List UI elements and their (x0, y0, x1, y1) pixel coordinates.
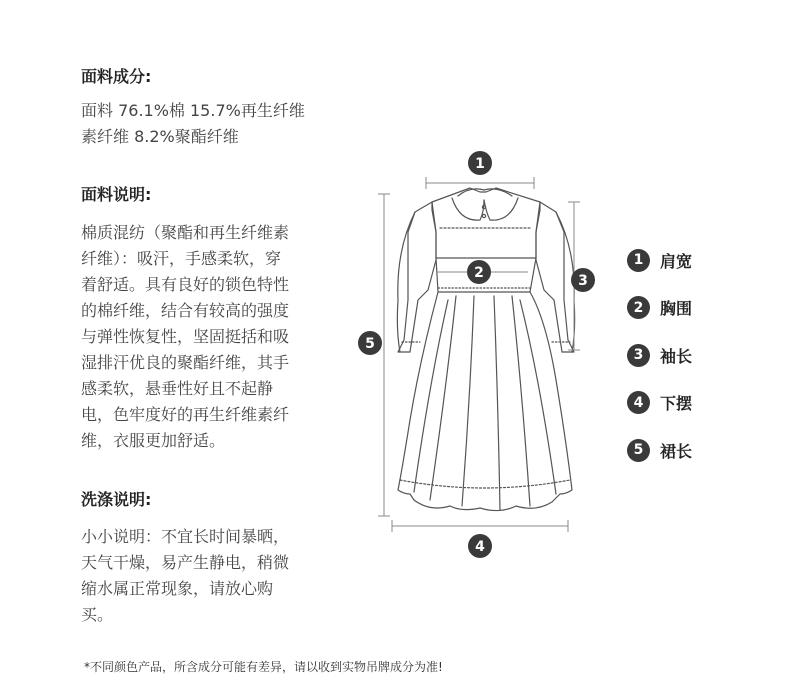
fabric-description-heading: 面料说明: (81, 185, 152, 204)
legend-label: 肩宽 (660, 251, 693, 271)
marker-number: 2 (474, 265, 484, 281)
legend-label: 胸围 (660, 299, 693, 318)
fabric-description-line: 纤维）：吸汗，手感柔软，穿 (81, 249, 282, 268)
legend-item-chest (627, 296, 692, 320)
washing-line: 小小说明：不宜长时间暴晒， (81, 527, 290, 546)
legend-item-dress-length (627, 438, 692, 462)
legend-item-sleeve-length (627, 343, 692, 367)
marker-number: 4 (475, 539, 485, 555)
legend-number: 1 (627, 249, 650, 272)
marker-number: 3 (578, 273, 588, 289)
marker-number: 1 (475, 156, 485, 172)
measurement-marker-3 (571, 268, 595, 292)
washing-line: 缩水属正常现象，请放心购 (81, 579, 274, 598)
legend-label: 下摆 (660, 394, 693, 413)
measurement-marker-4 (468, 534, 492, 558)
dress-outline (397, 188, 574, 511)
washing-line: 买。 (81, 605, 114, 624)
fabric-composition-line-1: 面料 76.1%棉 15.7%再生纤维 (81, 101, 305, 120)
fabric-composition-heading: 面料成分: (81, 67, 152, 86)
fabric-description-line: 的棉纤维，结合有较高的强度 (81, 301, 290, 320)
measurement-legend (627, 248, 692, 486)
measurement-marker-2 (467, 260, 491, 284)
fabric-description-line: 与弹性恢复性，坚固挺括和吸 (81, 327, 290, 346)
measurement-marker-1 (468, 151, 492, 175)
fabric-description-line: 棉质混纺（聚酯和再生纤维素 (81, 223, 290, 242)
washing-heading: 洗涤说明: (81, 490, 152, 509)
fabric-description-line: 感柔软，悬垂性好且不起静 (81, 379, 274, 398)
legend-item-hem (627, 391, 692, 415)
fabric-composition-line-2: 素纤维 8.2%聚酯纤维 (81, 127, 239, 146)
legend-number: 4 (627, 391, 650, 414)
legend-number: 5 (627, 439, 650, 462)
marker-number: 5 (365, 336, 375, 352)
fabric-description-line: 电，色牢度好的再生纤维素纤 (81, 405, 290, 424)
measurement-marker-5 (358, 331, 382, 355)
fabric-description-line: 着舒适。具有良好的锁色特性 (81, 275, 290, 294)
legend-number: 3 (627, 344, 650, 367)
footnote: *不同颜色产品，所含成分可能有差异，请以收到实物吊牌成分为准! (84, 660, 443, 674)
legend-number: 2 (627, 296, 650, 319)
fabric-description-line: 维，衣服更加舒适。 (81, 431, 226, 450)
legend-item-shoulder-width (627, 248, 692, 272)
legend-label: 裙长 (660, 441, 693, 461)
legend-label: 袖长 (660, 346, 693, 366)
fabric-description-line: 湿排汗优良的聚酯纤维，其手 (81, 353, 290, 372)
washing-line: 天气干燥，易产生静电，稍微 (81, 553, 290, 572)
